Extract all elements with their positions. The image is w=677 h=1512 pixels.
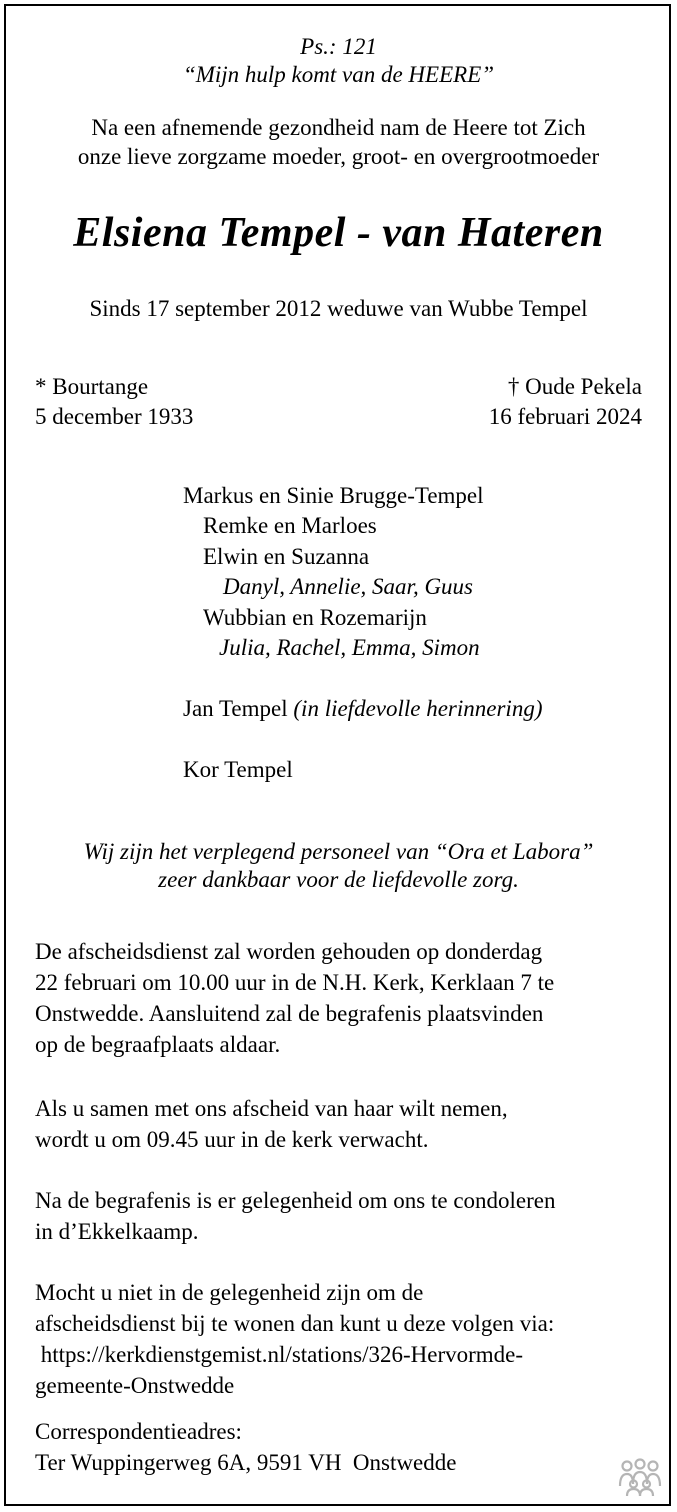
- intro-line-2: onze lieve zorgzame moeder, groot- en overgrootmoeder: [77, 144, 600, 169]
- family-kor: Kor Tempel: [183, 757, 293, 782]
- thanks-line-2: zeer dankbaar voor de liefdevolle zorg.: [158, 867, 519, 892]
- birth-date: 5 december 1933: [35, 404, 194, 429]
- psalm-quote: “Mijn hulp komt van de HEERE”: [182, 62, 495, 87]
- correspondence-address: Ter Wuppingerweg 6A, 9591 VH Onstwedde: [35, 1450, 457, 1475]
- family-line-1: Markus en Sinie Brugge-Tempel: [183, 483, 484, 508]
- birth-place: * Bourtange: [35, 374, 149, 399]
- family-jan-name: Jan Tempel: [183, 696, 288, 721]
- service-line-3: Onstwedde. Aansluitend zal de begrafenis plaatsvinden: [35, 1001, 544, 1026]
- livestream-line-2: afscheidsdienst bij te wonen dan kunt u deze volgen via:: [35, 1311, 555, 1336]
- service-line-1: De afscheidsdienst zal worden gehouden op donderdag: [35, 939, 543, 964]
- thanks-line-1: Wij zijn het verplegend personeel van “Ora et Labora”: [83, 839, 594, 864]
- intro-line-1: Na een afnemende gezondheid nam de Heere tot Zich: [91, 115, 586, 140]
- deceased-name: Elsiena Tempel - van Hateren: [73, 210, 604, 256]
- livestream-url-line-2[interactable]: gemeente-Onstwedde: [35, 1373, 235, 1398]
- service-line-2: 22 februari om 10.00 uur in de N.H. Kerk, Kerklaan 7 te: [35, 970, 555, 995]
- livestream-line-1: Mocht u niet in de gelegenheid zijn om de: [35, 1280, 424, 1305]
- service-line-4: op de begraafplaats aldaar.: [35, 1032, 281, 1057]
- widow-line: Sinds 17 september 2012 weduwe van Wubbe Tempel: [89, 296, 588, 321]
- livestream-url-line-1[interactable]: https://kerkdienstgemist.nl/stations/326-Hervormde-: [35, 1342, 524, 1367]
- family-line-5: Wubbian en Rozemarijn: [203, 605, 427, 630]
- family-jan-note: (in liefdevolle herinnering): [293, 696, 543, 721]
- farewell-line-2: wordt u om 09.45 uur in de kerk verwacht.: [35, 1127, 429, 1152]
- people-group-icon: [618, 1458, 662, 1498]
- correspondence-label: Correspondentieadres:: [35, 1419, 242, 1444]
- family-line-3: Elwin en Suzanna: [203, 544, 370, 569]
- condolence-line-1: Na de begrafenis is er gelegenheid om ons te condoleren: [35, 1188, 556, 1213]
- farewell-line-1: Als u samen met ons afscheid van haar wilt nemen,: [35, 1096, 508, 1121]
- family-jan-line: [183, 694, 542, 724]
- family-line-2: Remke en Marloes: [203, 513, 377, 538]
- death-place: † Oude Pekela: [507, 374, 642, 399]
- family-line-6: Julia, Rachel, Emma, Simon: [219, 635, 480, 660]
- psalm-reference: Ps.: 121: [300, 34, 377, 59]
- condolence-line-2: in d’Ekkelkaamp.: [35, 1219, 199, 1244]
- family-line-4: Danyl, Annelie, Saar, Guus: [223, 574, 474, 599]
- death-date: 16 februari 2024: [488, 404, 642, 429]
